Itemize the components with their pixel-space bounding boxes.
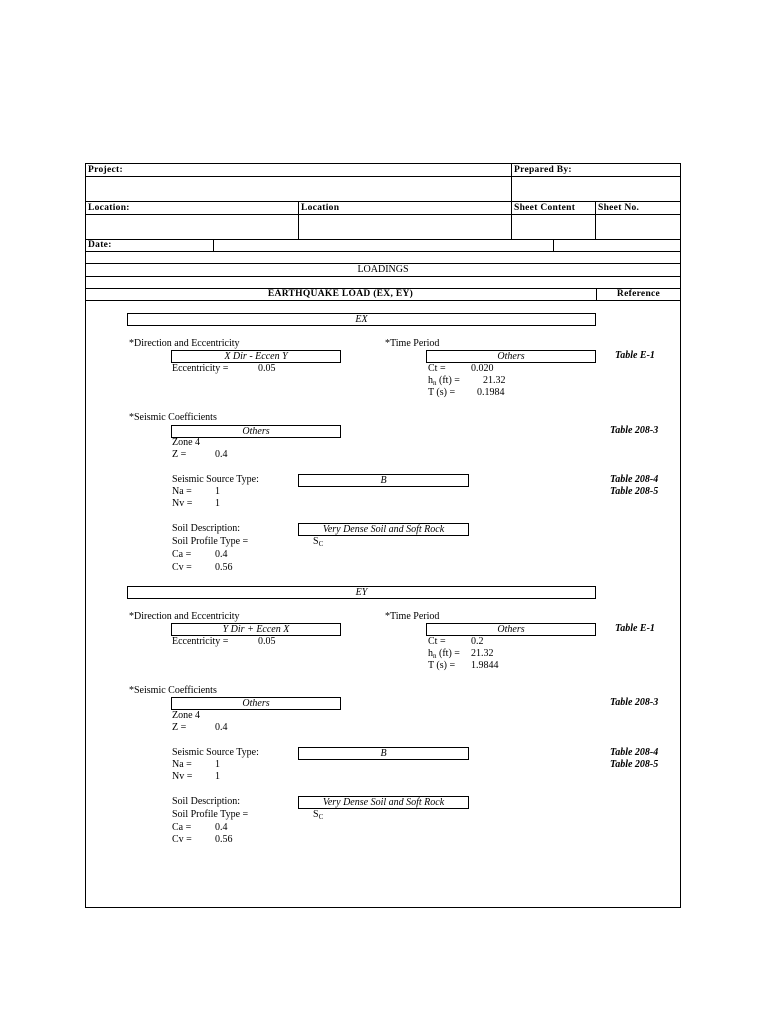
sheet-content-label: Sheet Content [514,203,576,213]
ey-hn-rest: (ft) = [436,648,460,659]
divider [511,163,512,240]
date-label: Date: [88,240,112,250]
location-label-2: Location [301,203,340,213]
divider [85,176,681,177]
ey-zone: Zone 4 [172,710,201,721]
ex-hn-value: 21.32 [483,375,506,386]
divider [85,276,681,277]
ex-profile-sub: C [318,540,324,548]
ey-soil-select[interactable]: Very Dense Soil and Soft Rock [298,796,469,809]
divider [85,300,681,301]
ey-source-select[interactable]: B [298,747,469,760]
ey-cv-label: Cv = [172,834,192,845]
ey-cv-value: 0.56 [215,834,233,845]
ey-seismic-select[interactable]: Others [171,697,341,710]
prepared-by-label: Prepared By: [514,165,572,175]
ey-ref-208-3: Table 208-3 [610,697,659,708]
ex-seismic-select[interactable]: Others [171,425,341,438]
ey-profile-value [313,809,323,823]
ex-z-label: Z = [172,449,187,460]
ey-z-label: Z = [172,722,187,733]
ey-title-box: EY [127,586,596,599]
ex-cv-value: 0.56 [215,562,233,573]
ey-time-heading: *Time Period [385,611,440,622]
ey-source-label: Seismic Source Type: [172,747,259,758]
ey-direction-heading: *Direction and Eccentricity [129,611,240,622]
ey-t-value: 1.9844 [471,660,499,671]
ey-eccentricity-value: 0.05 [258,636,276,647]
ex-zone: Zone 4 [172,437,201,448]
ex-na-value: 1 [215,486,220,497]
divider [595,201,596,240]
ex-time-heading: *Time Period [385,338,440,349]
ey-ct-value: 0.2 [471,636,484,647]
ey-na-value: 1 [215,759,220,770]
ey-eccentricity-label: Eccentricity = [172,636,229,647]
ey-nv-label: Nv = [172,771,193,782]
ex-ca-label: Ca = [172,549,192,560]
ex-profile-main: S [313,536,319,547]
ey-nv-value: 1 [215,771,220,782]
section-title: EARTHQUAKE LOAD (EX, EY) [267,289,414,299]
ex-time-select[interactable]: Others [426,350,596,363]
ey-ref-208-5: Table 208-5 [610,759,659,770]
ex-ref-208-4: Table 208-4 [610,474,659,485]
ey-hn-main: h [428,648,433,659]
ey-ref-e1: Table E-1 [615,623,655,634]
ex-seismic-heading: *Seismic Coefficients [129,412,217,423]
reference-label: Reference [616,289,661,299]
ex-eccentricity-value: 0.05 [258,363,276,374]
ey-seismic-heading: *Seismic Coefficients [129,685,217,696]
divider [553,239,554,251]
ey-na-label: Na = [172,759,192,770]
project-label: Project: [88,165,123,175]
sheet-no-label: Sheet No. [598,203,640,213]
ey-direction-select[interactable]: Y Dir + Eccen X [171,623,341,636]
divider [213,239,214,251]
divider [85,214,681,215]
ex-ca-value: 0.4 [215,549,228,560]
ex-nv-value: 1 [215,498,220,509]
location-label: Location: [88,203,130,213]
ex-title-box: EX [127,313,596,326]
ex-source-label: Seismic Source Type: [172,474,259,485]
ex-soil-label: Soil Description: [172,523,241,534]
ex-hn-sub: n [433,379,437,387]
ex-ref-208-3: Table 208-3 [610,425,659,436]
divider [85,251,681,252]
ex-ref-208-5: Table 208-5 [610,486,659,497]
ex-z-value: 0.4 [215,449,228,460]
ex-ref-e1: Table E-1 [615,350,655,361]
ex-source-select[interactable]: B [298,474,469,487]
ey-t-label: T (s) = [428,660,456,671]
ex-soil-select[interactable]: Very Dense Soil and Soft Rock [298,523,469,536]
ey-ct-label: Ct = [428,636,446,647]
ex-na-label: Na = [172,486,192,497]
loadings-title: LOADINGS [357,264,409,275]
ex-t-label: T (s) = [428,387,456,398]
divider [298,201,299,240]
ey-time-select[interactable]: Others [426,623,596,636]
ey-hn-sub: n [433,652,437,660]
ex-ct-value: 0.020 [471,363,494,374]
ey-ref-208-4: Table 208-4 [610,747,659,758]
ex-cv-label: Cv = [172,562,192,573]
ey-profile-label: Soil Profile Type = [172,809,249,820]
ex-hn-rest: (ft) = [436,375,460,386]
ey-hn-value: 21.32 [471,648,494,659]
ey-ca-label: Ca = [172,822,192,833]
divider [85,201,681,202]
ex-direction-heading: *Direction and Eccentricity [129,338,240,349]
ey-profile-sub: C [318,813,324,821]
ex-ct-label: Ct = [428,363,446,374]
ex-profile-label: Soil Profile Type = [172,536,249,547]
ex-t-value: 0.1984 [477,387,505,398]
ex-hn-main: h [428,375,433,386]
divider [85,239,681,240]
ex-eccentricity-label: Eccentricity = [172,363,229,374]
ex-nv-label: Nv = [172,498,193,509]
ex-profile-value [313,536,323,550]
ex-direction-select[interactable]: X Dir - Eccen Y [171,350,341,363]
ey-ca-value: 0.4 [215,822,228,833]
ey-z-value: 0.4 [215,722,228,733]
ey-soil-label: Soil Description: [172,796,241,807]
ey-profile-main: S [313,809,319,820]
